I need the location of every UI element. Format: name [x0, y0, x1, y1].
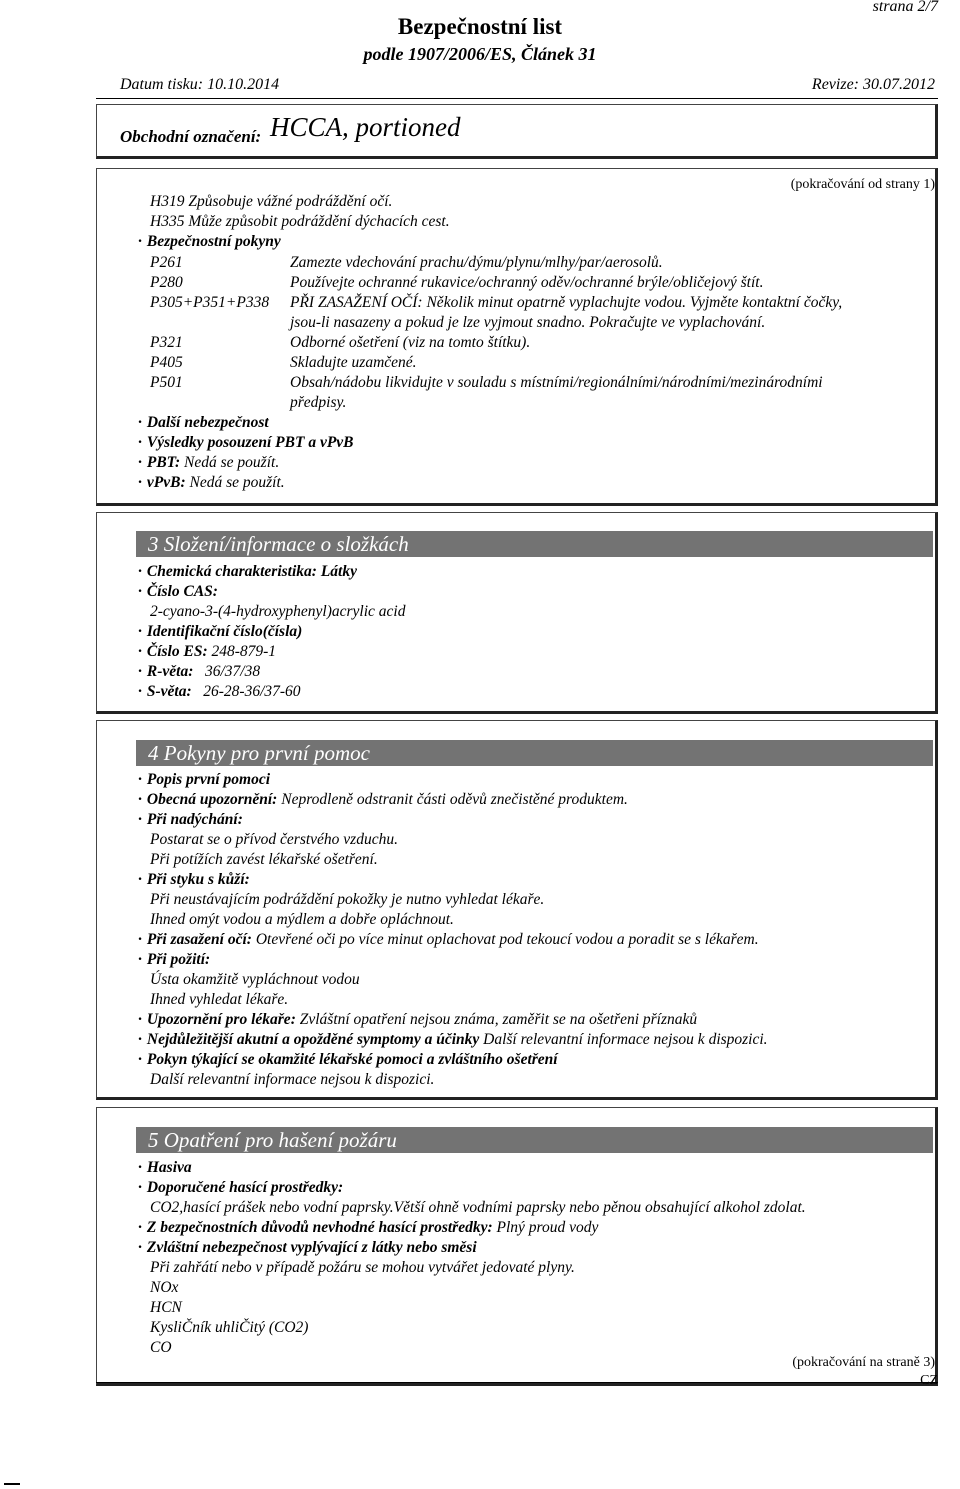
cas-value: 2-cyano-3-(4-hydroxyphenyl)acrylic acid — [150, 603, 406, 620]
first-aid-desc: · Popis první pomoci — [138, 771, 271, 788]
hazard-h319: H319 Způsobuje vážné podráždění očí. — [150, 193, 393, 210]
continuation-from: (pokračování od strany 1) — [790, 177, 935, 192]
ingestion-label: · Při požití: — [138, 951, 211, 968]
corner-mark — [4, 1483, 20, 1485]
footer-divider — [96, 1382, 938, 1383]
immediate-label: · Pokyn týkající se okamžité lékařské pomoci a zvláštního ošetření — [138, 1051, 558, 1068]
print-date: Datum tisku: 10.10.2014 — [120, 76, 280, 93]
es-row: · Číslo ES: 248-879-1 — [138, 643, 277, 660]
p280-text: Používejte ochranné rukavice/ochranný oděv/ochranné brýle/obličejový štít. — [290, 274, 764, 291]
p501-code: P501 — [150, 374, 183, 391]
p305-code: P305+P351+P338 — [150, 294, 270, 311]
p321-text: Odborné ošetření (viz na tomto štítku). — [290, 334, 531, 351]
vpvb-row: · vPvB: Nedá se použít. — [138, 474, 285, 491]
eye-contact: · Při zasažení očí: Otevřené oči po více minut oplachovat pod tekoucí vodou a poradit se s lékařem. — [138, 931, 759, 948]
document-subtitle: podle 1907/2006/ES, Článek 31 — [363, 44, 597, 64]
general-notes: · Obecná upozornění: Neprodleně odstranit části oděvů znečistěné produktem. — [138, 791, 628, 808]
p261-code: P261 — [150, 254, 183, 271]
skin-1: Při neustávajícím podráždění pokožky je nutno vyhledat lékaře. — [150, 891, 545, 908]
skin-2: Ihned omýt vodou a mýdlem a dobře opláchnout. — [150, 911, 454, 928]
pbt-row: · PBT: Nedá se použít. — [138, 454, 280, 471]
header-divider — [96, 98, 938, 99]
chem-characteristic: · Chemická charakteristika: Látky — [138, 563, 357, 580]
section3-header: 3 Složení/informace o složkách — [136, 531, 933, 557]
gas-nox: NOx — [150, 1279, 179, 1296]
p280-code: P280 — [150, 274, 183, 291]
page-number: strana 2/7 — [872, 0, 938, 15]
ingestion-1: Ústa okamžitě vypláchnout vodou — [150, 971, 360, 988]
hazard-h335: H335 Může způsobit podráždění dýchacích cest. — [150, 213, 450, 230]
special-hazard-label: · Zvláštní nebezpečnost vyplývající z látky nebo směsi — [138, 1239, 477, 1256]
extinguishing-media: · Hasiva — [138, 1159, 192, 1176]
pbt-heading: · Výsledky posouzení PBT a vPvB — [138, 434, 354, 451]
ingestion-2: Ihned vyhledat lékaře. — [150, 991, 289, 1008]
special-hazard-value: Při zahřátí nebo v případě požáru se mohou vytvářet jedovaté plyny. — [150, 1259, 575, 1276]
p321-code: P321 — [150, 334, 183, 351]
gas-hcn: HCN — [150, 1299, 182, 1316]
immediate-value: Další relevantní informace nejsou k dispozici. — [150, 1071, 435, 1088]
symptoms: · Nejdůležitější akutní a opožděné symptomy a účinky Další relevantní informace nejsou k dispozici. — [138, 1031, 768, 1048]
p501-text-2: předpisy. — [290, 394, 347, 411]
ident-heading: · Identifikační číslo(čísla) — [138, 623, 303, 640]
p501-text-1: Obsah/nádobu likvidujte v souladu s místními/regionálními/národními/mezinárodními — [290, 374, 823, 391]
p261-text: Zamezte vdechování prachu/dýmu/plynu/mlhy/par/aerosolů. — [290, 254, 663, 271]
skin-label: · Při styku s kůží: — [138, 871, 250, 888]
section4-header: 4 Pokyny pro první pomoc — [136, 740, 933, 766]
recommended-value: CO2,hasící prášek nebo vodní paprsky.Větší ohně vodními paprsky nebo pěnou obsahující alkohol zdolat. — [150, 1199, 806, 1216]
r-phrase-row: · R-věta: 36/37/38 — [138, 663, 261, 680]
s-phrase-row: · S-věta: 26-28-36/37-60 — [138, 683, 301, 700]
inhalation-label: · Při nadýchání: — [138, 811, 243, 828]
inhalation-2: Při potížích zavést lékařské ošetření. — [150, 851, 378, 868]
inhalation-1: Postarat se o přívod čerstvého vzduchu. — [150, 831, 398, 848]
document-title: Bezpečnostní list — [397, 14, 563, 39]
gas-co: CO — [150, 1339, 172, 1356]
language-code: CZ — [920, 1373, 938, 1388]
doctor-notes: · Upozornění pro lékaře: Zvláštní opatření nejsou známa, zaměřit se na ošetřeni příznaků — [138, 1011, 698, 1028]
cas-label: · Číslo CAS: — [138, 583, 218, 600]
p305-text-1: PŘI ZASAŽENÍ OČÍ: Několik minut opatrně vyplachujte vodou. Vyjměte kontaktní čočky, — [290, 294, 843, 311]
section5-header: 5 Opatření pro hašení požáru — [136, 1127, 933, 1153]
unsuitable-media: · Z bezpečnostních důvodů nevhodné hasící prostředky: Plný proud vody — [138, 1219, 599, 1236]
recommended-label: · Doporučené hasící prostředky: — [138, 1179, 344, 1196]
p405-code: P405 — [150, 354, 183, 371]
gas-co2: KysliČník uhliČitý (CO2) — [150, 1319, 309, 1336]
safety-heading: · Bezpečnostní pokyny — [138, 233, 281, 250]
p405-text: Skladujte uzamčené. — [290, 354, 417, 371]
trade-name-value: HCCA, portioned — [270, 112, 461, 142]
revision-date: Revize: 30.07.2012 — [811, 76, 935, 93]
p305-text-2: jsou-li nasazeny a pokud je lze vyjmout snadno. Pokračujte ve vyplachování. — [290, 314, 766, 331]
trade-name-label: Obchodní označení: — [120, 127, 262, 146]
continuation-to: (pokračování na straně 3) — [792, 1355, 935, 1370]
other-hazard-heading: · Další nebezpečnost — [138, 414, 269, 431]
